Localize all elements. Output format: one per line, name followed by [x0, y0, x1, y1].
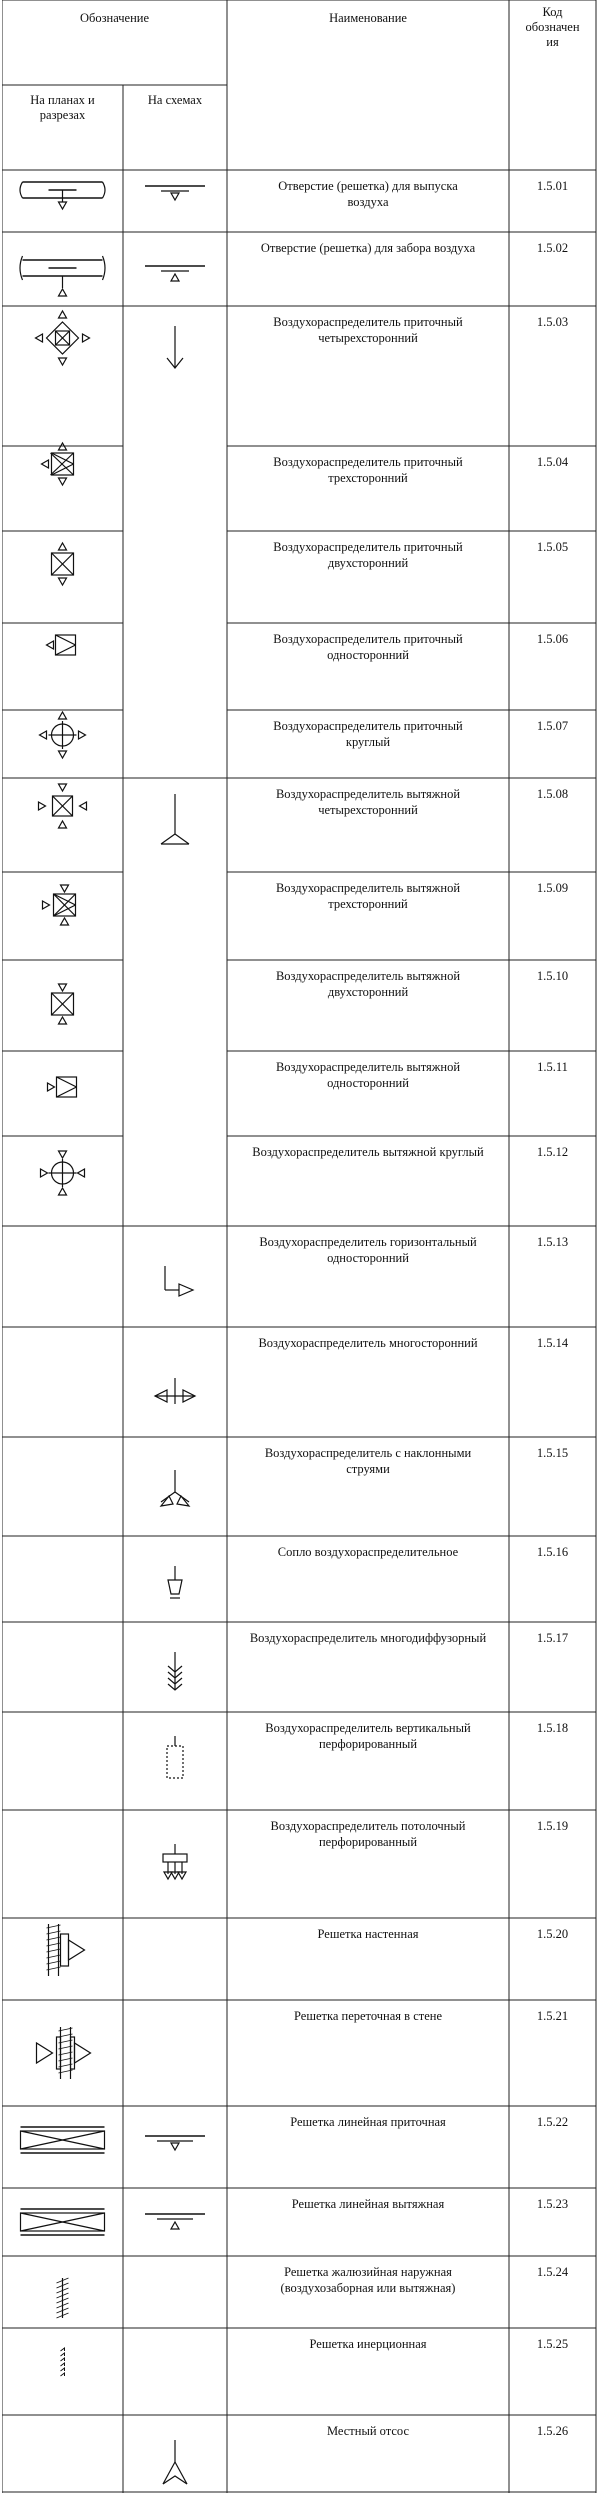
row-name: Воздухораспределитель многосторонний — [258, 1336, 478, 1350]
local-exhaust-icon — [163, 2440, 187, 2484]
supply-diffuser-round-icon — [40, 712, 86, 758]
table-row — [273, 455, 569, 485]
row-name: Воздухораспределитель вытяжной круглый — [252, 1145, 484, 1159]
table-row — [276, 787, 568, 817]
row-name: Сопло воздухораспределительное — [277, 1545, 459, 1559]
table-row — [276, 1060, 568, 1090]
table-row — [309, 2337, 568, 2351]
row-name: Воздухораспределитель вытяжной трехсторонний — [275, 881, 461, 911]
table-row — [327, 2424, 568, 2438]
table-row — [276, 969, 568, 999]
vertical-perforated-diffuser-icon — [167, 1736, 183, 1778]
row-code: 1.5.14 — [536, 1336, 569, 1350]
row-code: 1.5.24 — [536, 2265, 569, 2279]
row-code: 1.5.17 — [536, 1631, 569, 1645]
table-row — [294, 2009, 568, 2023]
table-row — [273, 719, 568, 749]
wall-opening-intake-icon — [20, 256, 105, 296]
row-code: 1.5.06 — [536, 632, 569, 646]
row-name: Воздухораспределитель вытяжной четырехсторонний — [275, 787, 461, 817]
scheme-linear-supply-icon — [145, 2136, 205, 2150]
linear-grille-exhaust-icon — [21, 2209, 105, 2235]
row-code: 1.5.19 — [536, 1819, 569, 1833]
table-row — [292, 2197, 568, 2211]
row-code: 1.5.15 — [536, 1446, 569, 1460]
table-row — [273, 540, 568, 570]
exhaust-diffuser-3way-icon — [43, 885, 76, 925]
scheme-linear-exhaust-icon — [145, 2214, 205, 2229]
supply-diffuser-1way-icon — [47, 635, 76, 655]
row-code: 1.5.20 — [536, 1927, 569, 1941]
louvre-grille-icon — [57, 2278, 69, 2318]
header-name: Наименование — [329, 11, 407, 25]
row-code: 1.5.26 — [536, 2424, 569, 2438]
row-name: Воздухораспределитель многодиффузорный — [249, 1631, 487, 1645]
table-row — [276, 881, 568, 911]
row-name: Воздухораспределитель вытяжной односторонний — [275, 1060, 461, 1090]
table-row — [281, 2265, 569, 2295]
multiway-diffuser-icon — [155, 1378, 195, 1404]
table-row — [265, 1446, 568, 1476]
row-code: 1.5.12 — [536, 1145, 569, 1159]
table-row — [259, 1235, 568, 1265]
table-row — [290, 2115, 568, 2129]
row-code: 1.5.08 — [536, 787, 569, 801]
table-row — [258, 1336, 568, 1350]
row-name: Решетка линейная приточная — [290, 2115, 446, 2129]
svg-text:Кодобозначения: Код обозначен ия — [525, 5, 580, 49]
row-code: 1.5.10 — [536, 969, 569, 983]
table-row — [273, 315, 568, 345]
row-code: 1.5.09 — [536, 881, 569, 895]
row-code: 1.5.22 — [536, 2115, 569, 2129]
supply-diffuser-3way-icon — [42, 443, 74, 485]
table-row — [317, 1927, 568, 1941]
scheme-opening-exhaust-icon — [145, 186, 205, 200]
row-code: 1.5.11 — [537, 1060, 568, 1074]
row-code: 1.5.01 — [536, 179, 569, 193]
row-name: Решетка жалюзийная наружная (воздухозаборная или вытяжная) — [280, 2265, 456, 2295]
table-row — [252, 1145, 568, 1159]
header-on-schemes: На схемах — [147, 93, 203, 107]
exhaust-diffuser-1way-icon — [48, 1077, 77, 1097]
row-name: Воздухораспределитель вытяжной двухсторонний — [275, 969, 461, 999]
row-code: 1.5.21 — [536, 2009, 569, 2023]
scheme-opening-intake-icon — [145, 266, 205, 281]
row-name: Воздухораспределитель приточный четырехсторонний — [273, 315, 463, 345]
inclined-jets-diffuser-icon — [161, 1470, 189, 1506]
row-code: 1.5.04 — [536, 455, 569, 469]
header-designation: Обозначение — [79, 11, 150, 25]
row-code: 1.5.13 — [536, 1235, 569, 1249]
row-code: 1.5.07 — [536, 719, 569, 733]
row-code: 1.5.23 — [536, 2197, 569, 2211]
row-name: Решетка линейная вытяжная — [291, 2197, 445, 2211]
row-name: Решетка инерционная — [309, 2337, 427, 2351]
table-row — [278, 179, 568, 209]
row-name: Воздухораспределитель приточный двухсторонний — [273, 540, 463, 570]
header-code — [525, 5, 579, 49]
symbols-table — [2, 0, 599, 2493]
exhaust-diffuser-2way-icon — [52, 984, 74, 1024]
table-row — [261, 241, 568, 255]
row-name: Воздухораспределитель горизонтальный односторонний — [259, 1235, 477, 1265]
linear-grille-supply-icon — [21, 2127, 105, 2153]
row-name: Местный отсос — [326, 2424, 410, 2438]
row-code: 1.5.02 — [536, 241, 569, 255]
row-code: 1.5.05 — [536, 540, 569, 554]
svg-text:На планах иразрезах: На планах и разрезах — [30, 93, 95, 122]
row-name: Отверстие (решетка) для выпуска воздуха — [278, 179, 458, 209]
scheme-exhaust-diffuser-icon — [161, 794, 189, 844]
table-row — [278, 1545, 568, 1559]
row-name: Отверстие (решетка) для забора воздуха — [260, 241, 476, 255]
inertial-grille-icon — [61, 2348, 65, 2376]
row-name: Воздухораспределитель с наклонными струями — [264, 1446, 472, 1476]
supply-diffuser-2way-icon — [52, 543, 74, 585]
row-code: 1.5.18 — [536, 1721, 569, 1735]
row-name: Воздухораспределитель вертикальный перфорированный — [265, 1721, 471, 1751]
row-code: 1.5.25 — [536, 2337, 569, 2351]
row-name: Решетка переточная в стене — [293, 2009, 443, 2023]
nozzle-icon — [168, 1566, 182, 1598]
wall-grille-icon — [47, 1924, 85, 1976]
row-code: 1.5.16 — [536, 1545, 569, 1559]
horizontal-diffuser-icon — [165, 1266, 193, 1296]
transfer-grille-icon — [37, 2027, 91, 2079]
supply-diffuser-4way-icon — [36, 311, 90, 365]
row-name: Воздухораспределитель приточный односторонний — [273, 632, 463, 662]
ceiling-perforated-diffuser-icon — [163, 1844, 187, 1879]
wall-opening-exhaust-icon — [20, 182, 105, 209]
table-row — [265, 1721, 568, 1751]
scheme-supply-diffuser-icon — [167, 326, 183, 368]
row-code: 1.5.03 — [536, 315, 569, 329]
header-on-plans — [30, 93, 95, 122]
table-row — [271, 1819, 569, 1849]
multidiffuser-icon — [168, 1652, 182, 1690]
row-name: Воздухораспределитель приточный трехсторонний — [273, 455, 463, 485]
exhaust-diffuser-4way-icon — [39, 784, 87, 828]
table-row — [273, 632, 568, 662]
row-name: Решетка настенная — [317, 1927, 419, 1941]
row-name: Воздухораспределитель приточный круглый — [273, 719, 463, 749]
exhaust-diffuser-round-icon — [41, 1151, 85, 1195]
row-name: Воздухораспределитель потолочный перфорированный — [270, 1819, 466, 1849]
table-row — [250, 1631, 568, 1645]
